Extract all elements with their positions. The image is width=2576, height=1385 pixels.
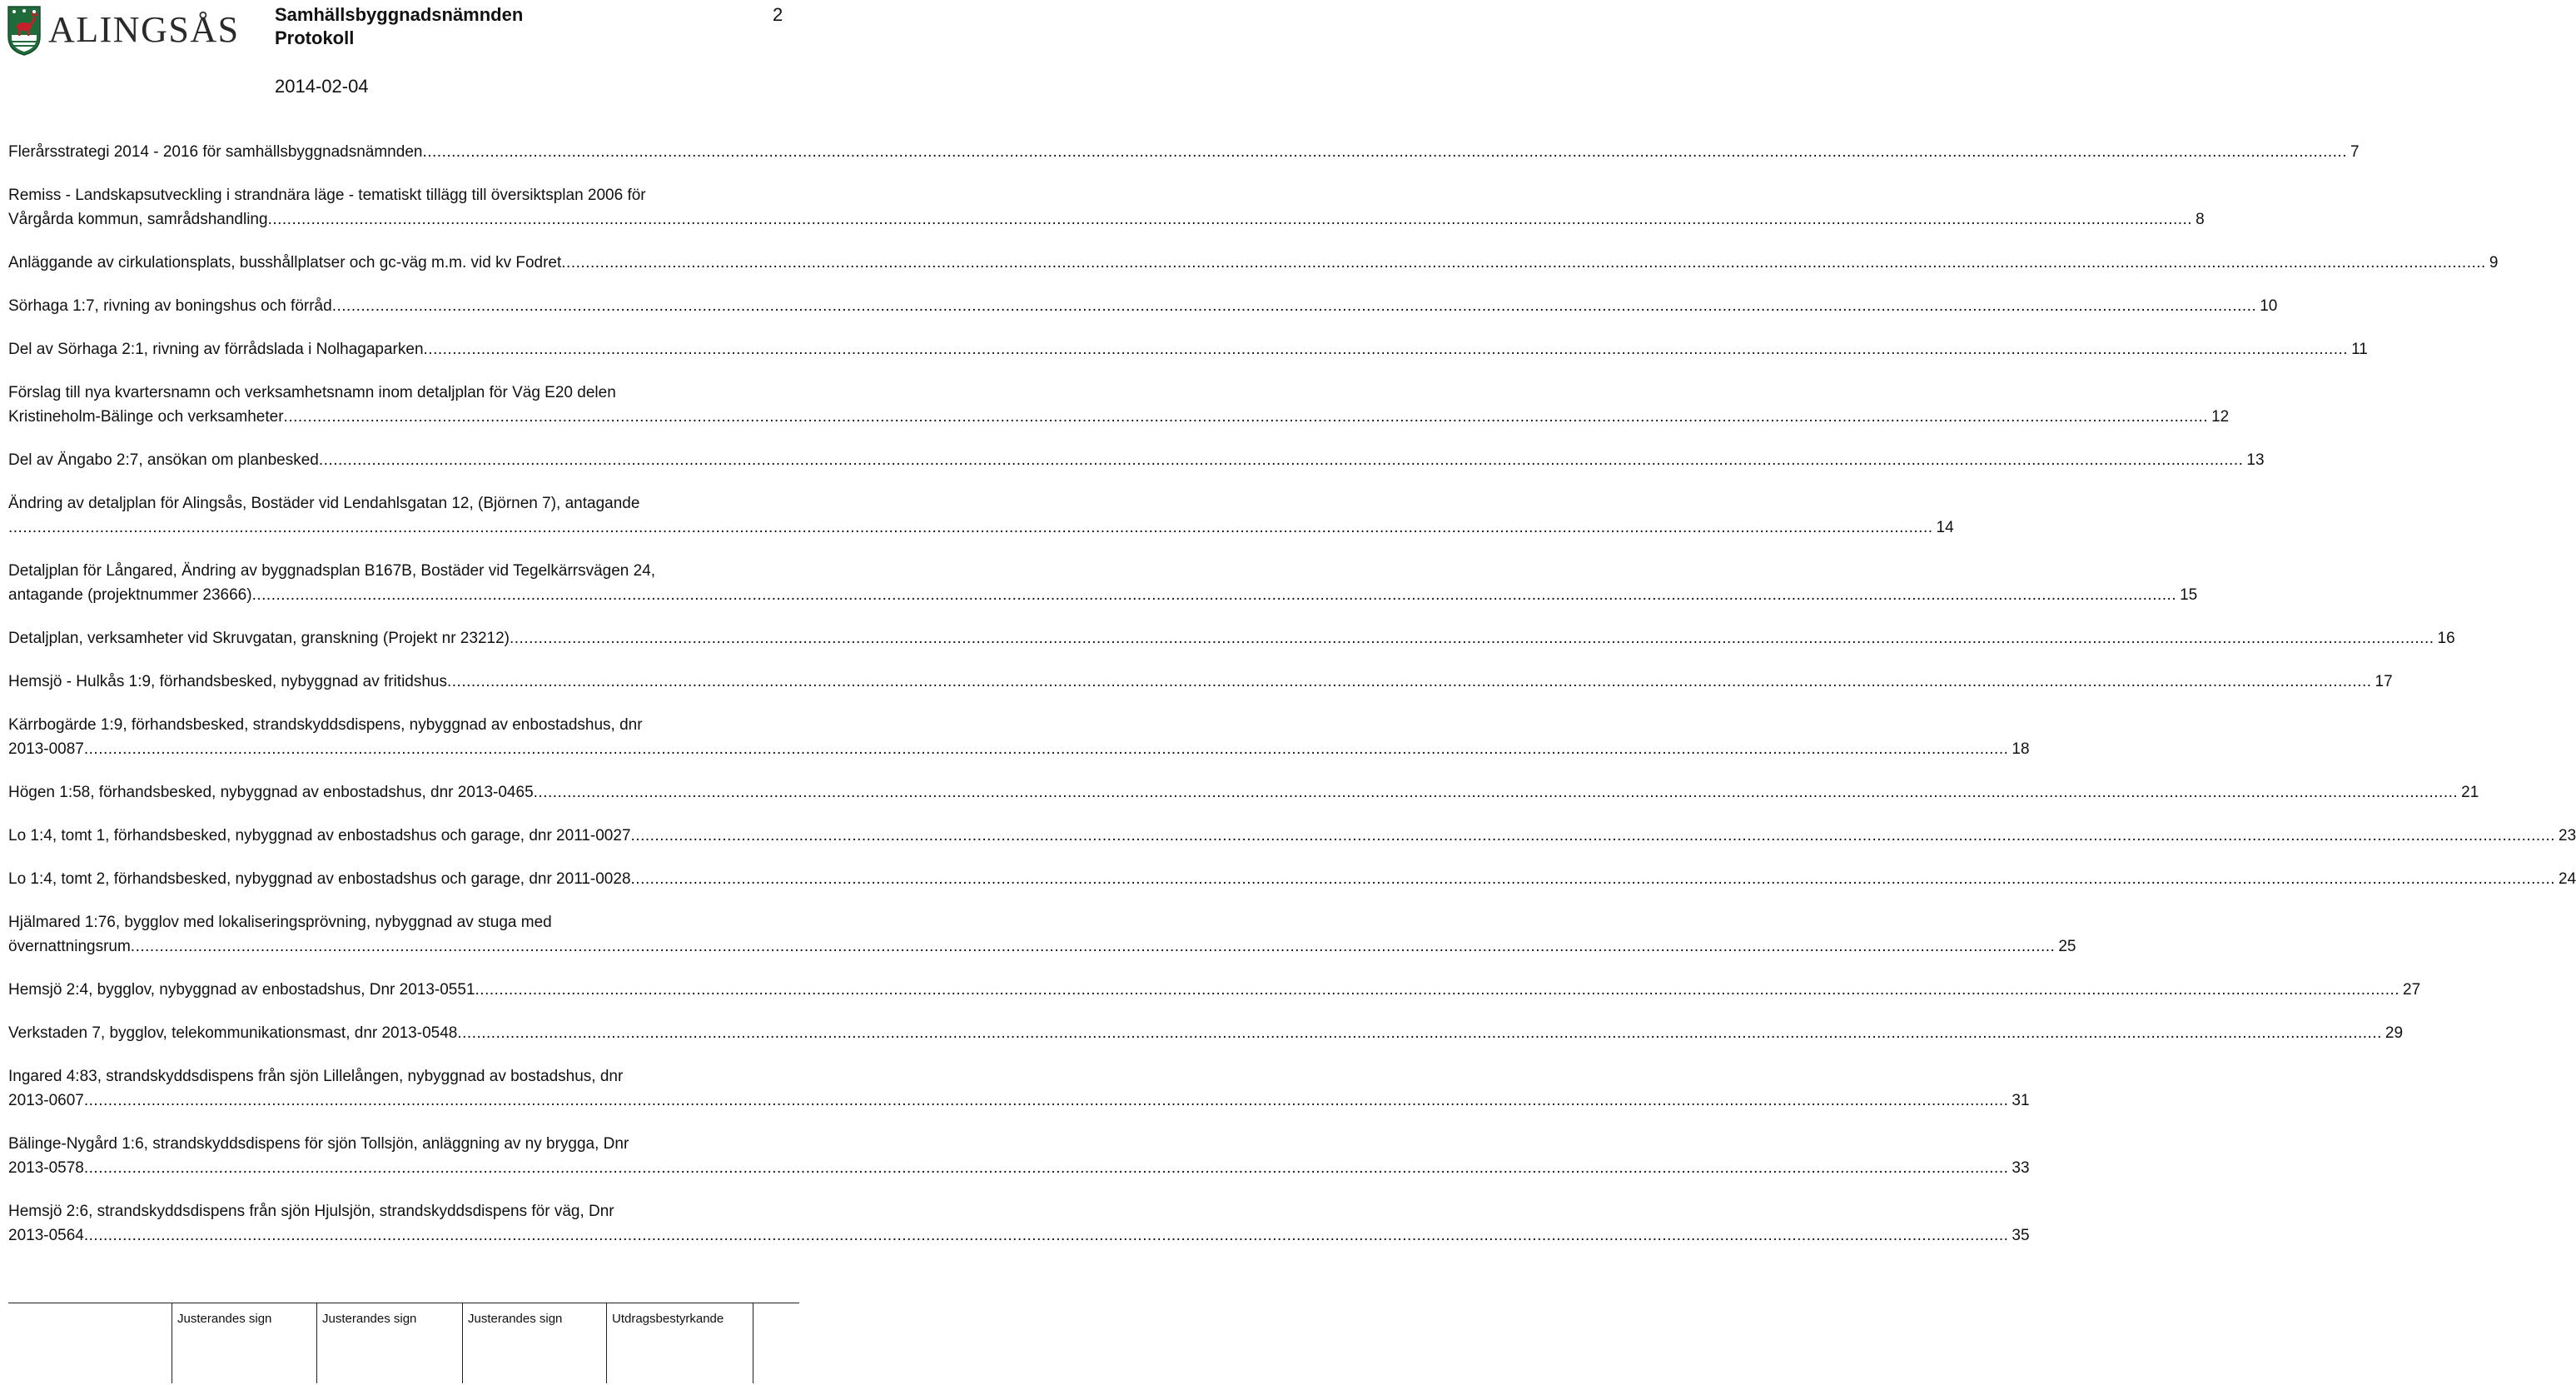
toc-entry-title: Högen 1:58, förhandsbesked, nybyggnad av enbostadshus, dnr 2013-0465 bbox=[8, 784, 534, 801]
toc-entry-title: 2013-0564 bbox=[8, 1227, 84, 1244]
toc-entry-title: Verkstaden 7, bygglov, telekommunikationsmast, dnr 2013-0548 bbox=[8, 1024, 458, 1042]
toc-entry-title: 2013-0578 bbox=[8, 1159, 84, 1177]
toc-leader-dots: ................................................................................................................................................................................................................................................................................................................................................................................................................ bbox=[422, 143, 2347, 161]
toc-page-number: 21 bbox=[2461, 784, 2479, 801]
toc-entry bbox=[8, 867, 2576, 891]
toc-leader-dots: ................................................................................................................................................................................................................................................................................................................................................................................................................ bbox=[457, 1024, 2382, 1042]
toc-leader-dots: ................................................................................................................................................................................................................................................................................................................................................................................................................ bbox=[331, 297, 2257, 315]
toc-entry bbox=[8, 559, 2198, 607]
toc-leader-dots: ................................................................................................................................................................................................................................................................................................................................................................................................................ bbox=[447, 673, 2372, 690]
toc-entry bbox=[8, 1064, 2030, 1113]
toc-entry-title: Sörhaga 1:7, rivning av boningshus och förråd bbox=[8, 297, 332, 315]
toc-page-number: 18 bbox=[2012, 740, 2030, 758]
toc-entry-title: Ingared 4:83, strandskyddsdispens från sjön Lillelången, nybyggnad av bostadshus, dnr bbox=[8, 1068, 624, 1085]
table-of-contents bbox=[8, 140, 2576, 1267]
toc-entry bbox=[8, 251, 2499, 275]
toc-leader-dots: ................................................................................................................................................................................................................................................................................................................................................................................................................ bbox=[509, 630, 2434, 647]
toc-entry-title: Hemsjö 2:6, strandskyddsdispens från sjön Hjulsjön, strandskyddsdispens för väg, Dnr bbox=[8, 1203, 614, 1220]
toc-entry bbox=[8, 824, 2576, 848]
toc-entry-title: Lo 1:4, tomt 1, förhandsbesked, nybyggnad av enbostadshus och garage, dnr 2011-0027 bbox=[8, 827, 631, 844]
toc-leader-dots: ................................................................................................................................................................................................................................................................................................................................................................................................................ bbox=[533, 784, 2459, 801]
toc-page-number: 11 bbox=[2351, 341, 2368, 358]
toc-entry-title: antagande (projektnummer 23666) bbox=[8, 586, 252, 604]
toc-page-number: 31 bbox=[2012, 1092, 2030, 1109]
toc-leader-dots: ................................................................................................................................................................................................................................................................................................................................................................................................................ bbox=[83, 1159, 2009, 1177]
toc-leader-dots: ................................................................................................................................................................................................................................................................................................................................................................................................................ bbox=[423, 341, 2349, 358]
toc-entry-title: Kristineholm-Bälinge och verksamheter bbox=[8, 408, 284, 426]
toc-entry-title: Anläggande av cirkulationsplats, busshållplatser och gc-väg m.m. vid kv Fodret bbox=[8, 254, 562, 272]
toc-leader-dots: ................................................................................................................................................................................................................................................................................................................................................................................................................ bbox=[83, 1092, 2009, 1109]
signature-box-divider bbox=[316, 1303, 317, 1383]
toc-leader-dots: ................................................................................................................................................................................................................................................................................................................................................................................................................ bbox=[83, 740, 2009, 758]
toc-page-number: 7 bbox=[2350, 143, 2360, 161]
toc-leader-dots: ................................................................................................................................................................................................................................................................................................................................................................................................................ bbox=[251, 586, 2177, 604]
toc-leader-dots: ................................................................................................................................................................................................................................................................................................................................................................................................................ bbox=[130, 938, 2056, 955]
toc-page-number: 35 bbox=[2012, 1227, 2030, 1244]
toc-entry-title: 2013-0607 bbox=[8, 1092, 84, 1109]
committee-title: Samhällsbyggnadsnämnden bbox=[275, 4, 524, 25]
toc-entry-title: Hjälmared 1:76, bygglov med lokaliseringsprövning, nybyggnad av stuga med bbox=[8, 914, 552, 931]
toc-entry bbox=[8, 910, 2076, 959]
toc-entry bbox=[8, 1132, 2030, 1180]
toc-entry-title: Flerårsstrategi 2014 - 2016 för samhällsbyggnadsnämnden bbox=[8, 143, 423, 161]
signature-box-divider bbox=[606, 1303, 607, 1383]
toc-entry-title: Hemsjö 2:4, bygglov, nybyggnad av enbostadshus, Dnr 2013-0551 bbox=[8, 981, 475, 999]
signature-box-divider bbox=[462, 1303, 463, 1383]
toc-entry-title: 2013-0087 bbox=[8, 740, 84, 758]
toc-entry-title: Lo 1:4, tomt 2, förhandsbesked, nybyggnad av enbostadshus och garage, dnr 2011-0028 bbox=[8, 870, 631, 888]
toc-page-number: 12 bbox=[2211, 408, 2230, 426]
toc-leader-dots: ................................................................................................................................................................................................................................................................................................................................................................................................................ bbox=[283, 408, 2209, 426]
toc-entry-title: Vårgårda kommun, samrådshandling bbox=[8, 211, 268, 228]
toc-entry bbox=[8, 381, 2230, 429]
toc-entry-title: övernattningsrum bbox=[8, 938, 131, 955]
signature-label: Justerandes sign bbox=[468, 1312, 563, 1326]
toc-page-number: 24 bbox=[2559, 870, 2576, 888]
toc-leader-dots: ................................................................................................................................................................................................................................................................................................................................................................................................................ bbox=[83, 1227, 2009, 1244]
toc-page-number: 16 bbox=[2437, 630, 2455, 647]
toc-entry-title: Ändring av detaljplan för Alingsås, Bostäder vid Lendahlsgatan 12, (Björnen 7), antagande bbox=[8, 495, 640, 512]
toc-entry-title: Hemsjö - Hulkås 1:9, förhandsbesked, nybyggnad av fritidshus bbox=[8, 673, 447, 690]
logo-wordmark: ALINGSÅS bbox=[48, 8, 240, 50]
alingsas-logo bbox=[7, 3, 240, 58]
document-type: Protokoll bbox=[275, 27, 355, 48]
toc-leader-dots: ................................................................................................................................................................................................................................................................................................................................................................................................................ bbox=[267, 211, 2193, 228]
toc-entry-title: Del av Ängabo 2:7, ansökan om planbesked bbox=[8, 451, 319, 469]
toc-entry bbox=[8, 780, 2479, 805]
meeting-date: 2014-02-04 bbox=[275, 76, 369, 97]
toc-leader-dots: ................................................................................................................................................................................................................................................................................................................................................................................................................ bbox=[630, 827, 2556, 844]
toc-page-number: 25 bbox=[2058, 938, 2076, 955]
toc-entry bbox=[8, 713, 2030, 761]
toc-page-number: 15 bbox=[2180, 586, 2198, 604]
toc-entry-title: Remiss - Landskapsutveckling i strandnära läge - tematiskt tillägg till översiktsplan 2006 för bbox=[8, 187, 646, 204]
toc-entry-title: Detaljplan för Långared, Ändring av byggnadsplan B167B, Bostäder vid Tegelkärrsvägen 24, bbox=[8, 562, 656, 580]
toc-page-number: 10 bbox=[2260, 297, 2278, 315]
toc-entry bbox=[8, 183, 2205, 232]
toc-page-number: 8 bbox=[2196, 211, 2205, 228]
toc-page-number: 9 bbox=[2489, 254, 2499, 272]
toc-entry-title: Del av Sörhaga 2:1, rivning av förrådslada i Nolhagaparken bbox=[8, 341, 424, 358]
toc-entry bbox=[8, 978, 2421, 1002]
toc-page-number: 29 bbox=[2385, 1024, 2404, 1042]
toc-entry bbox=[8, 140, 2360, 164]
toc-page-number: 23 bbox=[2559, 827, 2576, 844]
toc-leader-dots: ................................................................................................................................................................................................................................................................................................................................................................................................................ bbox=[475, 981, 2400, 999]
toc-entry-title: Kärrbogärde 1:9, förhandsbesked, strandskyddsdispens, nybyggnad av enbostadshus, dnr bbox=[8, 716, 643, 734]
toc-entry bbox=[8, 670, 2393, 694]
toc-page-number: 27 bbox=[2403, 981, 2421, 999]
toc-leader-dots: ................................................................................................................................................................................................................................................................................................................................................................................................................ bbox=[8, 519, 1933, 536]
toc-leader-dots: ................................................................................................................................................................................................................................................................................................................................................................................................................ bbox=[630, 870, 2556, 888]
certification-label: Utdragsbestyrkande bbox=[612, 1312, 724, 1326]
toc-entry bbox=[8, 294, 2278, 318]
toc-entry bbox=[8, 1199, 2030, 1248]
signature-label: Justerandes sign bbox=[177, 1312, 272, 1326]
toc-leader-dots: ................................................................................................................................................................................................................................................................................................................................................................................................................ bbox=[318, 451, 2244, 469]
toc-entry-title: Detaljplan, verksamheter vid Skruvgatan, granskning (Projekt nr 23212) bbox=[8, 630, 510, 647]
toc-entry bbox=[8, 491, 1954, 540]
toc-entry bbox=[8, 337, 2368, 361]
toc-entry-title: Förslag till nya kvartersnamn och verksamhetsnamn inom detaljplan för Väg E20 delen bbox=[8, 384, 616, 401]
toc-entry bbox=[8, 626, 2455, 650]
toc-page-number: 33 bbox=[2012, 1159, 2030, 1177]
toc-entry bbox=[8, 448, 2265, 472]
toc-page-number: 13 bbox=[2246, 451, 2265, 469]
toc-page-number: 17 bbox=[2375, 673, 2393, 690]
toc-leader-dots: ................................................................................................................................................................................................................................................................................................................................................................................................................ bbox=[561, 254, 2486, 272]
signature-label: Justerandes sign bbox=[322, 1312, 417, 1326]
toc-page-number: 14 bbox=[1936, 519, 1954, 536]
toc-entry-title: Bälinge-Nygård 1:6, strandskyddsdispens för sjön Tollsjön, anläggning av ny brygga, Dnr bbox=[8, 1135, 629, 1153]
page-number: 2 bbox=[773, 4, 783, 25]
toc-entry bbox=[8, 1021, 2404, 1045]
coat-of-arms-icon bbox=[7, 5, 42, 57]
